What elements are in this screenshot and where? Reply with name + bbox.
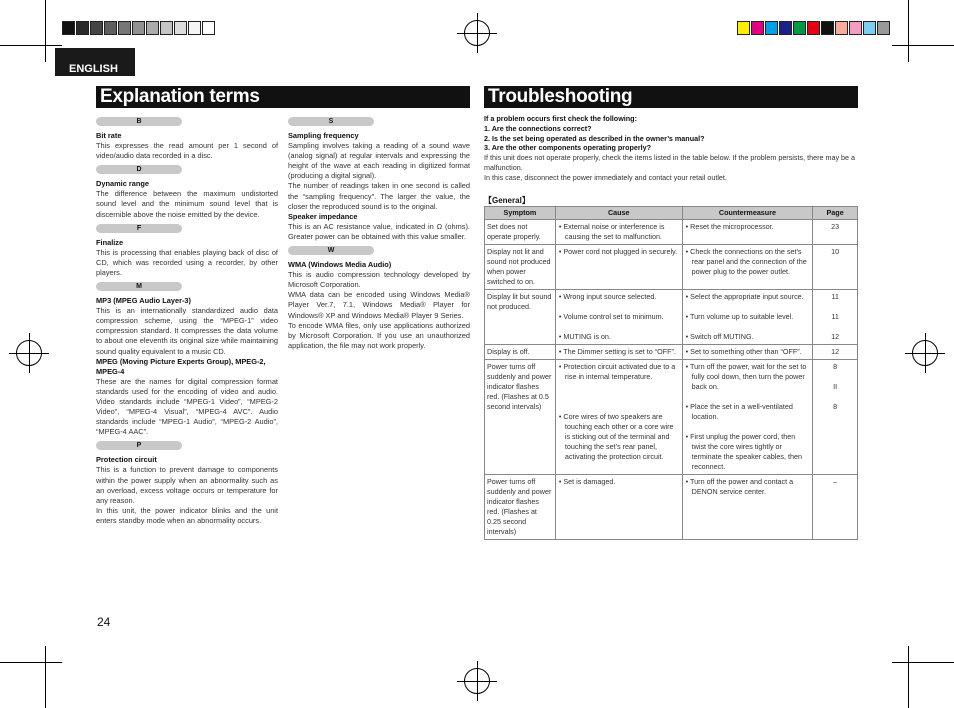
term-description: In this unit, the power indicator blinks and the unit enters standby mode when an abnormality occurs.	[96, 505, 278, 525]
intro-check-item: 2. Is the set being operated as described in the owner’s manual?	[484, 133, 705, 143]
cause-item	[558, 392, 680, 402]
countermeasure-item: • Reset the microprocessor.	[685, 222, 774, 231]
table-row	[485, 220, 858, 245]
letter-heading: W	[288, 246, 374, 255]
color-swatch	[863, 21, 876, 35]
color-bars	[737, 21, 891, 35]
color-swatch	[202, 21, 215, 35]
color-swatch	[751, 21, 764, 35]
term-description: This is an AC resistance value, indicated in Ω (ohms). Greater power can be obtained with this value smaller.	[288, 221, 470, 241]
term-title: Finalize	[96, 237, 124, 247]
crop-mark	[0, 662, 62, 663]
color-swatch	[821, 21, 834, 35]
symptom-cell: Display lit but sound not produced.	[485, 290, 556, 345]
crop-mark	[908, 0, 909, 62]
table-row	[485, 245, 858, 290]
intro-check-item: If a problem occurs first check the following:	[484, 114, 637, 123]
cause-cell	[555, 290, 682, 345]
cause-item: • Core wires of two speakers are touching each other or a core wire is sticking out of the terminal and touching the set’s rear panel, activating the protection circuit.	[558, 412, 674, 461]
page-cell	[813, 290, 858, 345]
term-description: To encode WMA files, only use applications authorized by Microsoft Corporation. If you use an unauthorized application, the file may not work properly.	[288, 320, 470, 350]
color-swatch	[737, 21, 750, 35]
countermeasure-item: • Select the appropriate input source.	[685, 292, 804, 301]
page-ref: 8	[833, 362, 838, 371]
term-title: Bit rate	[96, 131, 122, 140]
page-ref: 11	[831, 312, 839, 321]
color-swatch	[160, 21, 173, 35]
troubleshooting-title: Troubleshooting	[484, 86, 858, 108]
countermeasure-item: • Check the connections on the set’s rear panel and the connection of the power plug to the power outlet.	[685, 247, 807, 276]
spacer	[815, 302, 855, 312]
term-description: This is audio compression technology developed by Microsoft Corporation.	[288, 270, 470, 290]
troubleshooting-table	[484, 206, 858, 540]
term-description: The difference between the maximum undistorted sound level and the minimum sound level that is discernible above the noise emitted by the device.	[96, 189, 278, 219]
spacer	[685, 422, 811, 432]
countermeasure-item: • Turn off the power and contact a DENON service center.	[685, 477, 794, 496]
page-ref: 11	[831, 292, 839, 301]
countermeasure-item: • Set to something other than “OFF”.	[685, 347, 802, 356]
table-row	[485, 290, 858, 345]
intro-text: In this case, disconnect the power immediately and contact your retail outlet.	[484, 172, 727, 182]
spacer	[558, 302, 680, 312]
letter-heading: D	[96, 165, 182, 174]
spacer	[558, 402, 680, 412]
symptom-cell: Power turns off suddenly and power indicator flashes red. (Flashes at 0.25 second intervals)	[485, 475, 556, 540]
registration-mark	[912, 340, 938, 366]
term-description: Sampling involves taking a reading of a sound wave (analog signal) at regular intervals and expressing the height of the wave at each reading in digitized format (producing a digital signal).	[288, 141, 470, 181]
cause-item: • Volume control set to minimum.	[558, 312, 664, 321]
cause-item: • Set is damaged.	[558, 477, 616, 486]
spacer	[558, 382, 680, 392]
spacer	[685, 322, 811, 332]
header-symptom: Symptom	[485, 207, 556, 220]
color-swatch	[76, 21, 89, 35]
letter-heading: M	[96, 282, 182, 291]
term-description: This is an internationally standardized audio data compression scheme, using the “MPEG-1” video compression standard. It compresses the data volume to about one eleventh its original size while maintaining sound quality equivalent to a music CD.	[96, 306, 278, 356]
header-cause: Cause	[555, 207, 682, 220]
letter-heading: F	[96, 224, 182, 233]
page-ref: II	[833, 382, 838, 391]
header-countermeasure: Countermeasure	[682, 207, 813, 220]
term-description: These are the names for digital compression format standards used for the encoding of video and audio. Video standards include “MPEG-1 Video”, “MPEG-2 Video”, “MPEG-4 Visual”, “MPEG-4 AVC”. Audio standards include “MPEG-1 Audio”, “MPEG-2 Audio”, “MPEG-4 AAC”.	[96, 376, 278, 437]
countermeasure-cell	[682, 475, 813, 540]
table-row	[485, 360, 858, 475]
countermeasure-item: • Place the set in a well-ventilated location.	[685, 402, 793, 421]
cause-item: • Wrong input source selected.	[558, 292, 657, 301]
color-swatch	[188, 21, 201, 35]
countermeasure-item: • Switch off MUTING.	[685, 332, 754, 341]
registration-mark	[464, 668, 490, 694]
page-cell	[813, 360, 858, 475]
countermeasure-item: • Turn off the power, wait for the set to fully cool down, then turn the power back on.	[685, 362, 807, 391]
countermeasure-item: • Turn volume up to suitable level.	[685, 312, 794, 321]
color-swatch	[765, 21, 778, 35]
letter-heading: B	[96, 117, 182, 126]
cause-cell	[555, 475, 682, 540]
color-swatch	[132, 21, 145, 35]
table-header-row	[485, 207, 858, 220]
intro-check-item: 1. Are the connections correct?	[484, 123, 592, 133]
color-swatch	[104, 21, 117, 35]
term-title: Speaker impedance	[288, 211, 358, 221]
page-cell	[813, 475, 858, 540]
term-title: MP3 (MPEG Audio Layer-3)	[96, 296, 191, 306]
color-swatch	[807, 21, 820, 35]
term-description: WMA data can be encoded using Windows Media® Player Ver.7, 7.1, Windows Media® Player for Windows® XP and Windows Media® Player 9 Series.	[288, 290, 470, 320]
crop-mark	[892, 45, 954, 46]
page-number: 24	[97, 615, 111, 629]
symptom-cell: Display is off.	[485, 345, 556, 360]
countermeasure-cell	[682, 345, 813, 360]
color-swatch	[62, 21, 75, 35]
cause-item: • MUTING is on.	[558, 332, 611, 341]
spacer	[558, 322, 680, 332]
page-ref: 8	[833, 402, 838, 411]
term-title: WMA (Windows Media Audio)	[288, 260, 392, 270]
color-swatch	[835, 21, 848, 35]
term-title: Sampling frequency	[288, 131, 359, 140]
cause-cell	[555, 245, 682, 290]
countermeasure-item: • First unplug the power cord, then twist the core wires tightly or terminate the speaker cables, then reconnect.	[685, 432, 802, 471]
term-title: Dynamic range	[96, 179, 149, 189]
spacer	[815, 372, 855, 382]
intro-text: If this unit does not operate properly, check the items listed in the table below. If the problem persists, there may be a malfunction.	[484, 153, 856, 172]
registration-mark	[464, 20, 490, 46]
countermeasure-cell	[682, 245, 813, 290]
page-ref: 23	[831, 222, 840, 231]
color-swatch	[146, 21, 159, 35]
cause-cell	[555, 220, 682, 245]
explanation-title: Explanation terms	[96, 86, 470, 108]
term-description: This expresses the read amount per 1 second of video/audio data recorded in a disc.	[96, 141, 278, 161]
page-ref: 12	[831, 347, 840, 356]
color-swatch	[849, 21, 862, 35]
cause-item: • Power cord not plugged in securely.	[558, 247, 678, 256]
crop-mark	[45, 0, 46, 62]
color-swatch	[118, 21, 131, 35]
intro-check-item: 3. Are the other components operating properly?	[484, 143, 652, 153]
term-description: This is a function to prevent damage to components within the power supply when an abnormality such as an overload, excess voltage occurs or temperature for any reason.	[96, 465, 278, 505]
registration-mark	[16, 340, 42, 366]
symptom-cell: Power turns off suddenly and power indicator flashes red. (Flashes at 0.5 second intervals)	[485, 360, 556, 475]
spacer	[815, 322, 855, 332]
section-label: 【General】	[484, 196, 530, 205]
spacer	[815, 392, 855, 402]
troubleshooting-intro	[484, 114, 858, 183]
cause-cell	[555, 360, 682, 475]
term-description: The number of readings taken in one second is called the “sampling frequency”. The larger the value, the closer the reproduced sound is to the original.	[288, 181, 470, 211]
page-ref: 10	[831, 247, 840, 256]
language-tab: ENGLISH	[55, 48, 135, 76]
gray-color-bars	[62, 21, 216, 35]
cause-item: • Protection circuit activated due to a rise in internal temperature.	[558, 362, 676, 381]
page-cell	[813, 220, 858, 245]
crop-mark	[908, 646, 909, 708]
explanation-right-column	[288, 113, 470, 351]
page-ref: 12	[831, 332, 840, 341]
term-title: MPEG (Moving Picture Experts Group), MPEG-2, MPEG-4	[96, 356, 266, 376]
color-swatch	[877, 21, 890, 35]
color-swatch	[793, 21, 806, 35]
symptom-cell: Set does not operate properly.	[485, 220, 556, 245]
cause-cell	[555, 345, 682, 360]
spacer	[685, 302, 811, 312]
crop-mark	[892, 662, 954, 663]
letter-heading: S	[288, 117, 374, 126]
explanation-left-column	[96, 113, 278, 526]
cause-item: • External noise or interference is causing the set to malfunction.	[558, 222, 665, 241]
countermeasure-cell	[682, 360, 813, 475]
page-cell	[813, 245, 858, 290]
page-cell	[813, 345, 858, 360]
cause-item: • The Dimmer setting is set to “OFF”.	[558, 347, 676, 356]
table-row	[485, 345, 858, 360]
header-page: Page	[813, 207, 858, 220]
color-swatch	[174, 21, 187, 35]
term-title: Protection circuit	[96, 455, 157, 465]
countermeasure-cell	[682, 290, 813, 345]
table-row	[485, 475, 858, 540]
color-swatch	[779, 21, 792, 35]
crop-mark	[0, 45, 62, 46]
symptom-cell: Display not lit and sound not produced when power switched to on.	[485, 245, 556, 290]
term-description: This is processing that enables playing back of disc of CD, which was recorded using a recorder, by other players.	[96, 247, 278, 277]
page-ref: –	[833, 477, 838, 486]
crop-mark	[45, 646, 46, 708]
spacer	[685, 392, 811, 402]
countermeasure-cell	[682, 220, 813, 245]
letter-heading: P	[96, 441, 182, 450]
color-swatch	[90, 21, 103, 35]
